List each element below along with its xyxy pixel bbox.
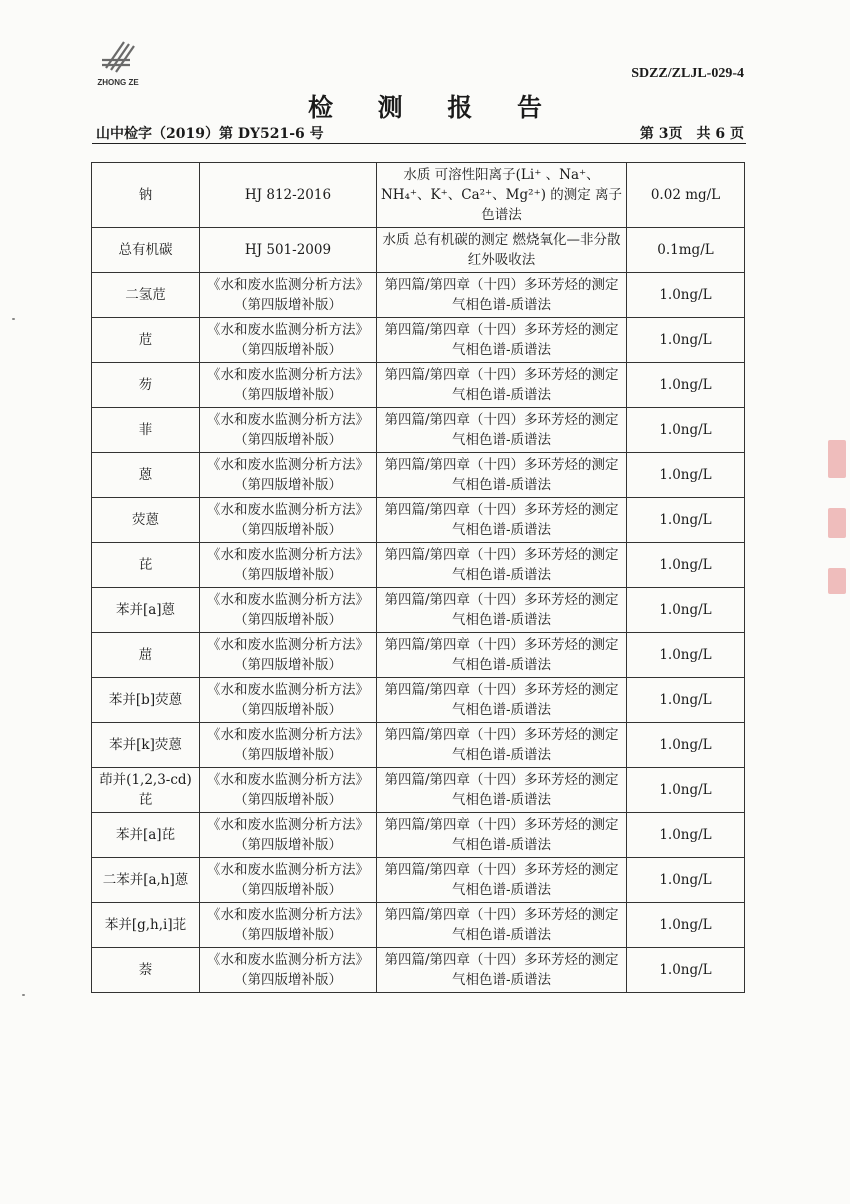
row-method: HJ 812-2016 <box>200 163 377 228</box>
row-item: 芴 <box>92 363 200 408</box>
test-methods-table <box>91 162 745 993</box>
table-row <box>92 588 745 633</box>
row-detection-limit: 0.1mg/L <box>627 228 745 273</box>
row-detection-limit: 1.0ng/L <box>627 903 745 948</box>
table-row <box>92 163 745 228</box>
row-principle: 第四篇/第四章（十四）多环芳烃的测定 气相色谱-质谱法 <box>377 633 627 678</box>
row-detection-limit: 1.0ng/L <box>627 813 745 858</box>
table-row <box>92 723 745 768</box>
row-principle: 第四篇/第四章（十四）多环芳烃的测定 气相色谱-质谱法 <box>377 813 627 858</box>
row-principle: 第四篇/第四章（十四）多环芳烃的测定 气相色谱-质谱法 <box>377 858 627 903</box>
row-detection-limit: 1.0ng/L <box>627 723 745 768</box>
header-divider <box>92 143 746 144</box>
table-row <box>92 948 745 993</box>
scan-speck <box>12 318 15 320</box>
row-method: 《水和废水监测分析方法》（第四版增补版） <box>200 858 377 903</box>
row-item: 茚并(1,2,3-cd)芘 <box>92 768 200 813</box>
table-row <box>92 903 745 948</box>
row-detection-limit: 1.0ng/L <box>627 453 745 498</box>
table-row <box>92 453 745 498</box>
row-principle: 水质 总有机碳的测定 燃烧氧化—非分散红外吸收法 <box>377 228 627 273</box>
row-principle: 第四篇/第四章（十四）多环芳烃的测定 气相色谱-质谱法 <box>377 453 627 498</box>
row-principle: 第四篇/第四章（十四）多环芳烃的测定 气相色谱-质谱法 <box>377 318 627 363</box>
row-item: 苯并[k]荧蒽 <box>92 723 200 768</box>
logo-text: ZHONG ZE <box>97 78 139 87</box>
row-principle: 第四篇/第四章（十四）多环芳烃的测定 气相色谱-质谱法 <box>377 498 627 543</box>
row-detection-limit: 1.0ng/L <box>627 633 745 678</box>
row-method: 《水和废水监测分析方法》（第四版增补版） <box>200 678 377 723</box>
row-detection-limit: 1.0ng/L <box>627 318 745 363</box>
row-detection-limit: 0.02 mg/L <box>627 163 745 228</box>
row-method: 《水和废水监测分析方法》（第四版增补版） <box>200 543 377 588</box>
row-principle: 第四篇/第四章（十四）多环芳烃的测定 气相色谱-质谱法 <box>377 543 627 588</box>
row-detection-limit: 1.0ng/L <box>627 408 745 453</box>
row-method: 《水和废水监测分析方法》（第四版增补版） <box>200 903 377 948</box>
row-item: 二氢苊 <box>92 273 200 318</box>
row-method: 《水和废水监测分析方法》（第四版增补版） <box>200 948 377 993</box>
row-item: 总有机碳 <box>92 228 200 273</box>
row-item: 芘 <box>92 543 200 588</box>
company-logo <box>94 38 142 90</box>
row-item: 蒽 <box>92 453 200 498</box>
document-code: SDZZ/ZLJL-029-4 <box>631 66 744 81</box>
row-method: HJ 501-2009 <box>200 228 377 273</box>
row-principle: 第四篇/第四章（十四）多环芳烃的测定 气相色谱-质谱法 <box>377 678 627 723</box>
row-detection-limit: 1.0ng/L <box>627 858 745 903</box>
row-item: 钠 <box>92 163 200 228</box>
page-number: 第 3页 共 6 页 <box>639 126 744 142</box>
row-principle: 第四篇/第四章（十四）多环芳烃的测定 气相色谱-质谱法 <box>377 723 627 768</box>
table-row <box>92 858 745 903</box>
row-principle: 第四篇/第四章（十四）多环芳烃的测定 气相色谱-质谱法 <box>377 588 627 633</box>
row-detection-limit: 1.0ng/L <box>627 588 745 633</box>
row-detection-limit: 1.0ng/L <box>627 678 745 723</box>
row-principle: 第四篇/第四章（十四）多环芳烃的测定 气相色谱-质谱法 <box>377 903 627 948</box>
row-principle: 第四篇/第四章（十四）多环芳烃的测定 气相色谱-质谱法 <box>377 948 627 993</box>
table-row <box>92 273 745 318</box>
scan-speck <box>22 994 25 996</box>
row-item: 萘 <box>92 948 200 993</box>
red-stamp-edge <box>828 440 850 600</box>
page-title: 检 测 报 告 <box>307 93 561 122</box>
row-method: 《水和废水监测分析方法》（第四版增补版） <box>200 813 377 858</box>
row-method: 《水和废水监测分析方法》（第四版增补版） <box>200 723 377 768</box>
row-detection-limit: 1.0ng/L <box>627 768 745 813</box>
row-item: 苊 <box>92 318 200 363</box>
row-detection-limit: 1.0ng/L <box>627 498 745 543</box>
table-row <box>92 813 745 858</box>
table-row <box>92 768 745 813</box>
row-method: 《水和废水监测分析方法》（第四版增补版） <box>200 768 377 813</box>
row-item: 苯并[g,h,i]苝 <box>92 903 200 948</box>
row-principle: 第四篇/第四章（十四）多环芳烃的测定 气相色谱-质谱法 <box>377 768 627 813</box>
table-row <box>92 363 745 408</box>
table-body <box>92 163 745 993</box>
report-number: 山中检字（2019）第 DY521-6 号 <box>96 126 324 142</box>
table-row <box>92 228 745 273</box>
row-item: 苯并[a]芘 <box>92 813 200 858</box>
row-method: 《水和废水监测分析方法》（第四版增补版） <box>200 363 377 408</box>
table-row <box>92 498 745 543</box>
row-method: 《水和废水监测分析方法》（第四版增补版） <box>200 588 377 633</box>
row-principle: 第四篇/第四章（十四）多环芳烃的测定 气相色谱-质谱法 <box>377 363 627 408</box>
row-item: 菲 <box>92 408 200 453</box>
row-item: 二苯并[a,h]蒽 <box>92 858 200 903</box>
table-row <box>92 633 745 678</box>
zhongze-logo-icon <box>100 38 136 76</box>
table-row <box>92 543 745 588</box>
row-detection-limit: 1.0ng/L <box>627 948 745 993</box>
row-item: 苯并[b]荧蒽 <box>92 678 200 723</box>
table-row <box>92 408 745 453</box>
row-principle: 水质 可溶性阳离子(Li⁺ 、Na⁺、NH₄⁺、K⁺、Ca²⁺、Mg²⁺) 的测定 离子色谱法 <box>377 163 627 228</box>
row-detection-limit: 1.0ng/L <box>627 543 745 588</box>
row-item: 苯并[a]蒽 <box>92 588 200 633</box>
row-item: 荧蒽 <box>92 498 200 543</box>
row-method: 《水和废水监测分析方法》（第四版增补版） <box>200 498 377 543</box>
row-item: 䓛 <box>92 633 200 678</box>
row-method: 《水和废水监测分析方法》（第四版增补版） <box>200 453 377 498</box>
row-principle: 第四篇/第四章（十四）多环芳烃的测定 气相色谱-质谱法 <box>377 273 627 318</box>
row-detection-limit: 1.0ng/L <box>627 273 745 318</box>
row-method: 《水和废水监测分析方法》（第四版增补版） <box>200 273 377 318</box>
row-detection-limit: 1.0ng/L <box>627 363 745 408</box>
table-row <box>92 678 745 723</box>
table-row <box>92 318 745 363</box>
row-method: 《水和废水监测分析方法》（第四版增补版） <box>200 408 377 453</box>
row-method: 《水和废水监测分析方法》（第四版增补版） <box>200 318 377 363</box>
row-method: 《水和废水监测分析方法》（第四版增补版） <box>200 633 377 678</box>
row-principle: 第四篇/第四章（十四）多环芳烃的测定 气相色谱-质谱法 <box>377 408 627 453</box>
